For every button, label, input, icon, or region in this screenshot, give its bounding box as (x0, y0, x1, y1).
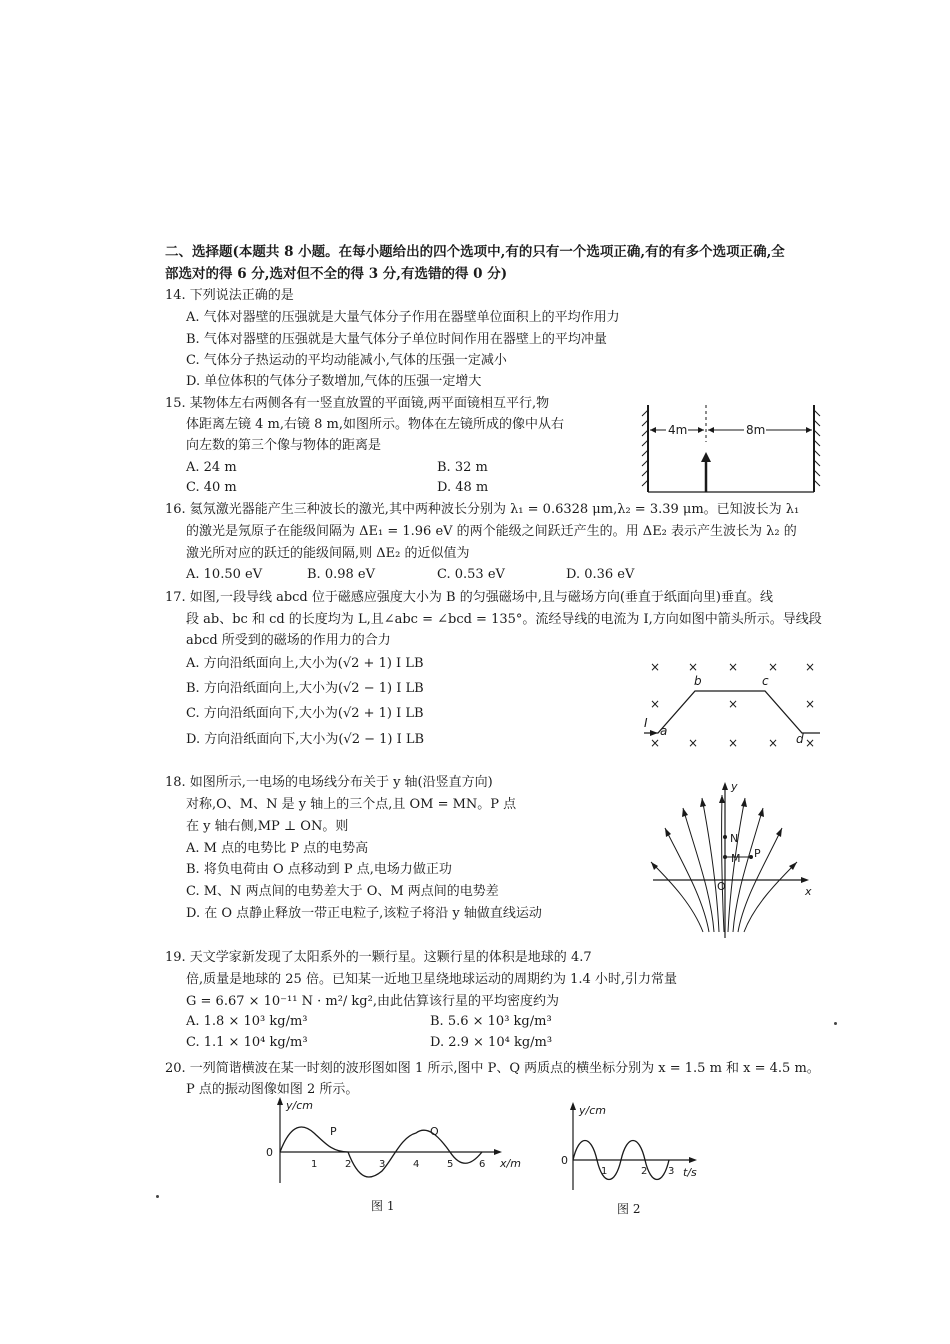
q19-stem-3: G = 6.67 × 10⁻¹¹ N · m²/ kg²,由此估算该行星的平均密度约为 (186, 994, 559, 1009)
q16-option-a: A. 10.50 eV (186, 567, 263, 582)
q16-stem-3: 激光所对应的跃迁的能级间隔,则 ΔE₂ 的近似值为 (186, 546, 470, 561)
q17-option-b: B. 方向沿纸面向上,大小为(√2 − 1) I LB (186, 681, 424, 696)
q19-stem-2: 倍,质量是地球的 25 倍。已知某一近地卫星绕地球运动的周期约为 1.4 小时,引力常量 (186, 972, 678, 987)
q15-stem-1: 15. 某物体左右两侧各有一竖直放置的平面镜,两平面镜相互平行,物 (165, 396, 550, 411)
q18-option-c: C. M、N 两点间的电势差大于 O、M 两点间的电势差 (186, 884, 499, 899)
fig2-y-label: y/cm (579, 1104, 606, 1117)
q17-stem-3: abcd 所受到的磁场的作用力的合力 (186, 633, 391, 648)
fig1-tick-1: 1 (311, 1159, 318, 1170)
q19-option-b: B. 5.6 × 10³ kg/m³ (430, 1014, 552, 1029)
q15-stem-3: 向左数的第三个像与物体的距离是 (186, 438, 382, 453)
fig1-p-label: P (330, 1125, 337, 1138)
q17-stem-2: 段 ab、bc 和 cd 的长度均为 L,且∠abc = ∠bcd = 135°。流经导线的电流为 I,方向如图中箭头所示。导线段 (186, 612, 822, 627)
fig1-origin-label: 0 (266, 1146, 273, 1159)
fig1-tick-5: 5 (447, 1159, 454, 1170)
q19-stem-1: 19. 天文学家新发现了太阳系外的一颗行星。这颗行星的体积是地球的 4.7 (165, 950, 592, 965)
field-crosses (650, 660, 815, 750)
svg-text:×: × (728, 697, 739, 711)
q16-option-c: C. 0.53 eV (437, 567, 505, 582)
q16-option-b: B. 0.98 eV (307, 567, 375, 582)
q19-option-c: C. 1.1 × 10⁴ kg/m³ (186, 1035, 308, 1050)
svg-text:×: × (805, 697, 816, 711)
q19-option-d: D. 2.9 × 10⁴ kg/m³ (430, 1035, 553, 1050)
fig1-x-label: x/m (500, 1157, 521, 1170)
q15-option-b: B. 32 m (437, 460, 488, 475)
o-label: O (717, 880, 726, 893)
point-c-label: c (762, 674, 769, 688)
q16-stem-2: 的激光是氖原子在能级间隔为 ΔE₁ = 1.96 eV 的两个能级之间跃迁产生的。用 ΔE₂ 表示产生波长为 λ₂ 的 (186, 524, 797, 539)
current-label: I (644, 716, 648, 730)
q14-option-a: A. 气体对器壁的压强就是大量气体分子作用在器壁单位面积上的平均作用力 (186, 310, 620, 325)
q17-option-a: A. 方向沿纸面向上,大小为(√2 + 1) I LB (186, 656, 424, 671)
svg-text:×: × (728, 660, 739, 674)
q20-wave-figure-1 (260, 1095, 530, 1195)
svg-text:×: × (650, 660, 661, 674)
svg-text:×: × (805, 736, 816, 750)
q15-option-a: A. 24 m (186, 460, 237, 475)
scan-speck (834, 1022, 837, 1025)
svg-text:×: × (805, 660, 816, 674)
point-a-label: a (660, 724, 668, 738)
fig1-caption: 图 1 (371, 1199, 395, 1213)
fig2-tick-3: 3 (668, 1166, 675, 1177)
q17-option-c: C. 方向沿纸面向下,大小为(√2 + 1) I LB (186, 706, 424, 721)
q20-stem-2: P 点的振动图像如图 2 所示。 (186, 1082, 359, 1097)
q18-option-b: B. 将负电荷由 O 点移动到 P 点,电场力做正功 (186, 862, 452, 877)
q16-stem-1: 16. 氦氖激光器能产生三种波长的激光,其中两种波长分别为 λ₁ = 0.6328 μm,λ₂ = 3.39 μm。已知波长为 λ₁ (165, 502, 800, 517)
scan-speck (156, 1195, 159, 1198)
fig1-y-label: y/cm (286, 1099, 313, 1112)
fig2-origin-label: 0 (561, 1154, 568, 1167)
q18-option-d: D. 在 O 点静止释放一带正电粒子,该粒子将沿 y 轴做直线运动 (186, 906, 542, 921)
point-p (749, 855, 753, 859)
svg-text:×: × (768, 660, 779, 674)
field-lines (651, 795, 797, 932)
q18-electric-field-figure (645, 780, 825, 940)
fig1-tick-2: 2 (345, 1159, 352, 1170)
q14-stem: 14. 下列说法正确的是 (165, 288, 294, 303)
fig1-tick-3: 3 (379, 1159, 386, 1170)
q15-option-d: D. 48 m (437, 480, 489, 495)
q15-stem-2: 体距离左镜 4 m,右镜 8 m,如图所示。物体在左镜所成的像中从右 (186, 417, 564, 432)
point-n (723, 835, 727, 839)
q18-option-a: A. M 点的电势比 P 点的电势高 (186, 841, 369, 856)
q17-magnetic-field-figure (640, 655, 830, 755)
point-b-label: b (694, 674, 702, 688)
svg-text:×: × (650, 736, 661, 750)
section-header-line1: 二、选择题(本题共 8 小题。在每小题给出的四个选项中,有的只有一个选项正确,有的有多个选项正确,全 (165, 244, 785, 260)
q16-option-d: D. 0.36 eV (566, 567, 635, 582)
p-label: P (754, 847, 761, 860)
q18-stem-2: 对称,O、M、N 是 y 轴上的三个点,且 OM = MN。P 点 (186, 797, 517, 812)
q18-stem-3: 在 y 轴右侧,MP ⊥ ON。则 (186, 819, 349, 834)
object-arrow-head (701, 452, 711, 462)
left-distance-label: 4m (668, 423, 688, 437)
section-header-line2: 部选对的得 6 分,选对但不全的得 3 分,有选错的得 0 分) (165, 266, 508, 282)
point-d-label: d (796, 732, 804, 746)
q18-stem-1: 18. 如图所示,一电场的电场线分布关于 y 轴(沿竖直方向) (165, 775, 493, 790)
x-axis-label: x (805, 885, 812, 898)
fig2-tick-2: 2 (641, 1166, 648, 1177)
q14-option-b: B. 气体对器壁的压强就是大量气体分子单位时间作用在器壁上的平均冲量 (186, 332, 607, 347)
m-label: M (731, 852, 741, 865)
q20-vibration-figure-2 (555, 1100, 715, 1200)
q15-mirror-figure (640, 400, 830, 500)
fig2-tick-1: 1 (601, 1166, 608, 1177)
q19-option-a: A. 1.8 × 10³ kg/m³ (186, 1014, 308, 1029)
q14-option-d: D. 单位体积的气体分子数增加,气体的压强一定增大 (186, 374, 482, 389)
n-label: N (730, 832, 739, 845)
y-axis-label: y (731, 780, 738, 793)
fig1-tick-6: 6 (479, 1159, 486, 1170)
fig1-q-label: Q (430, 1125, 439, 1138)
svg-text:×: × (688, 736, 699, 750)
right-distance-label: 8m (746, 423, 766, 437)
fig2-x-label: t/s (683, 1166, 697, 1179)
q15-option-c: C. 40 m (186, 480, 237, 495)
svg-text:×: × (650, 697, 661, 711)
fig1-tick-4: 4 (413, 1159, 420, 1170)
fig2-caption: 图 2 (617, 1202, 641, 1216)
svg-text:×: × (728, 736, 739, 750)
q17-stem-1: 17. 如图,一段导线 abcd 位于磁感应强度大小为 B 的匀强磁场中,且与磁场方向(垂直于纸面向里)垂直。线 (165, 590, 773, 605)
q14-option-c: C. 气体分子热运动的平均动能减小,气体的压强一定减小 (186, 353, 507, 368)
svg-text:×: × (768, 736, 779, 750)
q17-option-d: D. 方向沿纸面向下,大小为(√2 − 1) I LB (186, 732, 425, 747)
point-m (723, 855, 727, 859)
svg-text:×: × (688, 660, 699, 674)
q20-stem-1: 20. 一列简谐横波在某一时刻的波形图如图 1 所示,图中 P、Q 两质点的横坐标分别为 x = 1.5 m 和 x = 4.5 m。 (165, 1061, 820, 1076)
